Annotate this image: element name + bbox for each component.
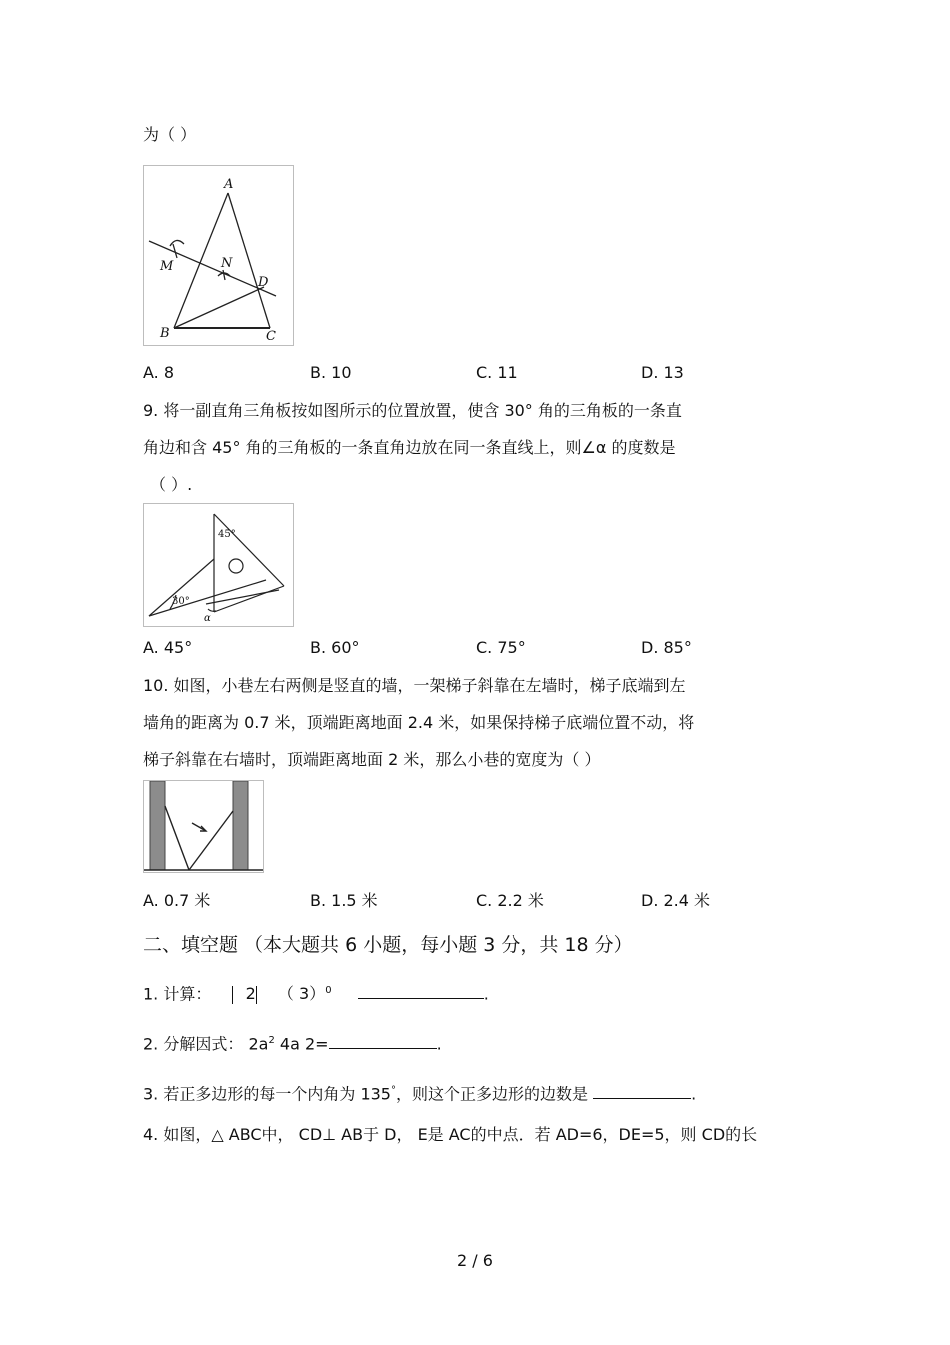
fill-q1-exponent: 0 [325, 985, 332, 996]
fill-q2-answer-blank[interactable] [329, 1032, 437, 1049]
abs-bar-left [232, 986, 233, 1004]
q9-stem-line2: 角边和含 45° 角的三角板的一条直角边放在同一条直线上，则∠α 的度数是 [143, 438, 676, 457]
fill-q3-answer-blank[interactable] [593, 1082, 691, 1099]
q8-option-a[interactable]: A. 8 [143, 363, 175, 382]
q10-option-a[interactable]: A. 0.7 米 [143, 891, 211, 910]
fill-q1 [143, 981, 489, 1004]
q10-option-c[interactable]: C. 2.2 米 [476, 891, 544, 910]
fill-q2-prefix: 2. 分解因式： 2a [143, 1034, 269, 1054]
q9-stem-line3: （ ）. [150, 475, 193, 494]
q8-stem-tail: 为（ ） [143, 125, 197, 144]
fill-q2-mid: 4a 2= [274, 1034, 329, 1054]
fill-q2-exponent: 2 [268, 1035, 275, 1046]
fill-q3-text: 3. 若正多边形的每一个内角为 135 [143, 1084, 391, 1104]
abs-bar-right [256, 986, 257, 1004]
label-alpha: α [204, 613, 211, 624]
fill-q1-prefix: 1. 计算： [143, 984, 212, 1004]
fill-q3 [143, 1081, 696, 1104]
fill-q1-abs-value: 2 [245, 984, 256, 1004]
q10-figure [143, 780, 264, 873]
fill-q1-period: . [483, 984, 489, 1004]
label-30: 30° [172, 596, 190, 607]
q10-option-d[interactable]: D. 2.4 米 [641, 891, 711, 910]
q9-option-d[interactable]: D. 85° [641, 638, 692, 657]
label-N: N [221, 256, 233, 271]
fill-q4-text: 4. 如图，△ ABC中， CD⊥ AB于 D， E是 AC的中点．若 AD=6，DE=5，则 CD的长 [143, 1125, 758, 1144]
label-B: B [160, 326, 170, 341]
q9-stem-line1: 9. 将一副直角三角板按如图所示的位置放置，使含 30° 角的三角板的一条直 [143, 401, 682, 420]
label-45: 45° [218, 529, 236, 540]
q9-option-a[interactable]: A. 45° [143, 638, 193, 657]
q8-option-d[interactable]: D. 13 [641, 363, 684, 382]
fill-q3-period: . [691, 1084, 697, 1104]
fill-q1-answer-blank[interactable] [358, 982, 484, 999]
q8-option-c[interactable]: C. 11 [476, 363, 518, 382]
q10-stem-line3: 梯子斜靠在右墙时，顶端距离地面 2 米，那么小巷的宽度为（ ） [143, 750, 601, 769]
label-A: A [224, 177, 234, 192]
q9-option-b[interactable]: B. 60° [310, 638, 360, 657]
q10-stem-line1: 10. 如图，小巷左右两侧是竖直的墙，一架梯子斜靠在左墙时，梯子底端到左 [143, 676, 686, 695]
label-C: C [266, 329, 276, 344]
page-number: 2 / 6 [457, 1251, 493, 1270]
fill-q3-degree: ° [390, 1085, 396, 1096]
fill-q2-period: . [436, 1034, 442, 1054]
q8-option-b[interactable]: B. 10 [310, 363, 352, 382]
section2-title: 二、填空题 （本大题共 6 小题，每小题 3 分，共 18 分） [143, 934, 633, 956]
q8-figure [143, 165, 294, 346]
q9-option-c[interactable]: C. 75° [476, 638, 526, 657]
q10-option-b[interactable]: B. 1.5 米 [310, 891, 378, 910]
q9-figure [143, 503, 294, 627]
label-D: D [258, 275, 269, 290]
fill-q2 [143, 1031, 442, 1054]
q10-stem-line2: 墙角的距离为 0.7 米，顶端距离地面 2.4 米，如果保持梯子底端位置不动，将 [143, 713, 695, 732]
label-M: M [160, 259, 174, 274]
fill-q1-power: （ 3） [277, 984, 326, 1004]
fill-q3-tail: ，则这个正多边形的边数是 [395, 1084, 594, 1104]
